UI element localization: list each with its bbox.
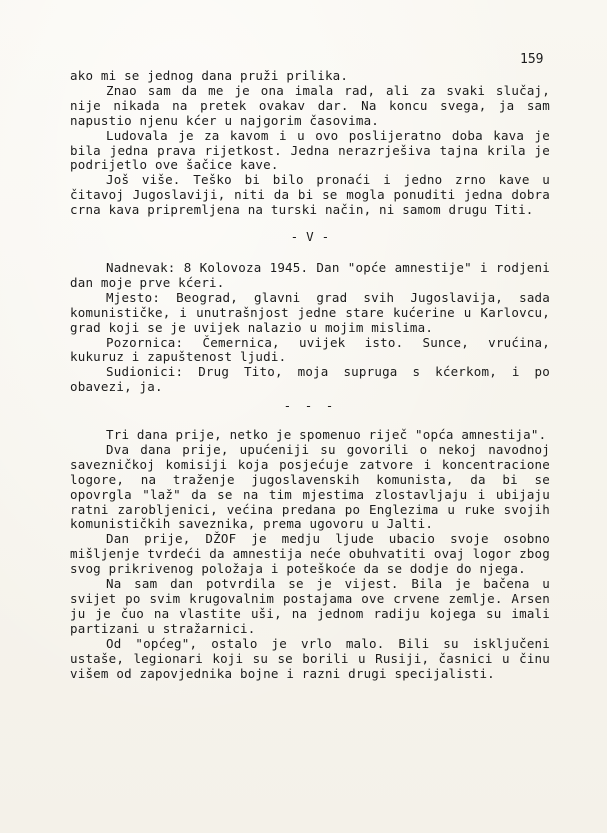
page-text [70,69,550,681]
paragraph: Na sam dan potvrdila se je vijest. Bila je bačena u svijet po svim krugovalnim postajama ove crvene zemlje. Arsen ju je čuo na vlastite uši, na jednom radiju kojega su imali partizani u stražarnici. [70,576,550,636]
meta-place: Mjesto: Beograd, glavni grad svih Jugoslavija, sada komunističke, i unutrašnjost jedne stare kućerine u Karlovcu, grad koji se je uvijek nalazio u mojim mislima. [70,289,550,335]
paragraph: Znao sam da me je ona imala rad, ali za svaki slučaj, nije nikada na pretek ovakav dar. Na koncu svega, ja sam napustio njenu kćer u najgorim časovima. [70,82,550,128]
meta-participants: Sudionici: Drug Tito, moja supruga s kćerkom, i po obavezi, ja. [70,364,550,395]
page-number: 159 [520,52,544,67]
paragraph: ako mi se jednog dana pruži prilika. [70,68,349,83]
paragraph: Još više. Teško bi bilo pronaći i jedno zrno kave u čitavoj Jugoslaviji, niti da bi se mogla ponuditi jedna dobra crna kava pripremljena na turski način, ni samom drugu Titi. [70,172,550,218]
paragraph: Ludovala je za kavom i u ovo poslijeratno doba kava je bila jedna prava rijetkost. Jedna nerazrješiva tajna krila je podrijetlo ove šačice kave. [70,127,550,173]
separator: - - - [283,398,337,414]
paragraph: Od "općeg", ostalo je vrlo malo. Bili su isključeni ustaše, legionari koji su se borili u Rusiji, časnici u činu višem od zapovjednika bojne i razni drugi specijalisti. [70,635,550,681]
paragraph: Dva dana prije, upućeniji su govorili o nekoj navodnoj savezničkoj komisiji koja posjećuje zatvore i koncentracione logore, na traženje jugoslavenskih komunista, da bi se opovrgla "laž" da se na tim mjestima zlostavljaju i ubijaju ratni zarobljenici, većina predana po Englezima u ruke svojih komunističkih saveznika, prema ugovoru u Jalti. [70,441,550,532]
paragraph: Dan prije, DŽOF je medju ljude ubacio svoje osobno mišljenje tvrdeći da amnestija neće obuhvatiti ovaj logor zbog svog prikrivenog položaja i poteškoće da se dodje do njega. [70,531,550,577]
paragraph: Tri dana prije, netko je spomenuo riječ "opća amnestija". [106,427,547,443]
meta-date: Nadnevak: 8 Kolovoza 1945. Dan "opće amnestije" i rodjeni dan moje prve kćeri. [70,259,550,290]
meta-scene: Pozornica: Čemernica, uvijek isto. Sunce, vrućina, kukuruz i zapuštenost ljudi. [70,334,550,365]
section-heading: - V - [290,229,330,245]
